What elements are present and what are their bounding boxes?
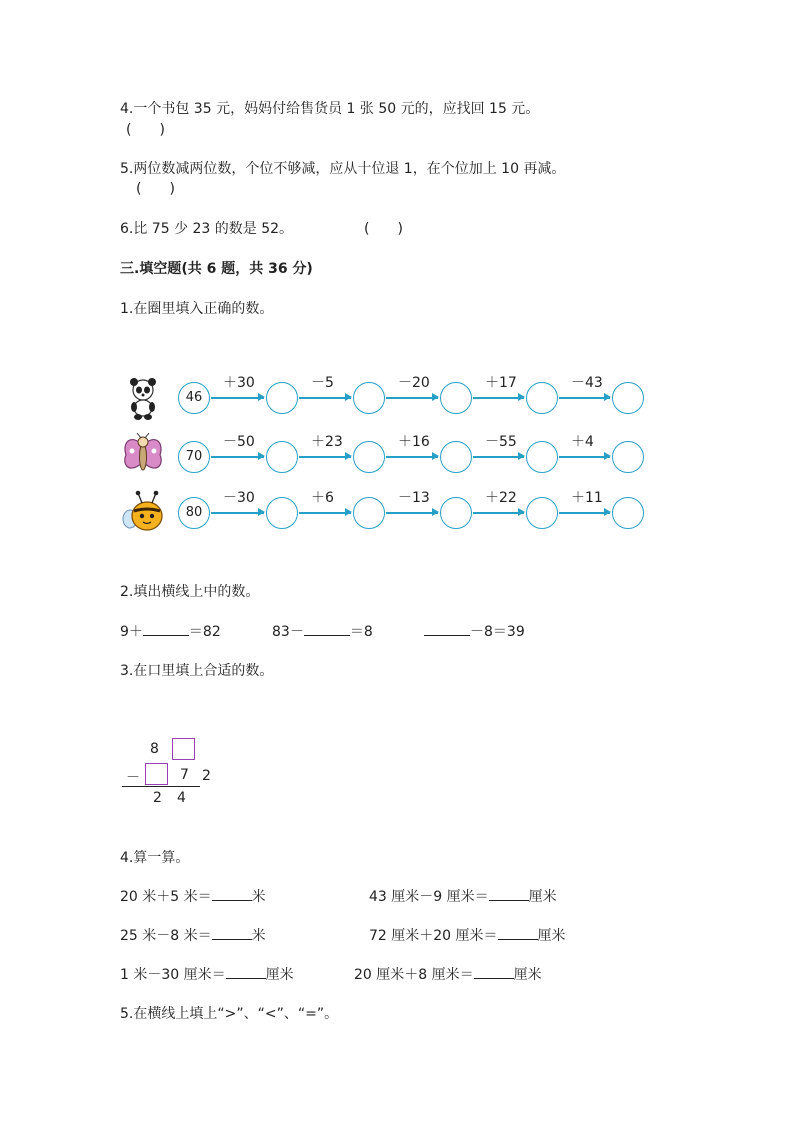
chain-operation: ＋6 bbox=[311, 490, 334, 506]
equation-2-right: ＝8 bbox=[349, 624, 373, 640]
side-digit: 2 bbox=[202, 768, 211, 784]
answer-paren-4[interactable]: ( ) bbox=[126, 122, 165, 138]
chain-operation: ＋30 bbox=[223, 375, 255, 391]
section-title: 三.填空题(共 6 题，共 36 分) bbox=[120, 261, 313, 277]
equation-3 bbox=[424, 621, 525, 641]
chain-arrow bbox=[211, 512, 264, 514]
calc-unit: 米 bbox=[251, 889, 266, 905]
chain-operation: －30 bbox=[223, 490, 255, 506]
chain-start-number: 46 bbox=[178, 382, 210, 414]
chain-arrow bbox=[559, 512, 610, 514]
calc-row-2-b bbox=[369, 925, 566, 945]
answer-circle[interactable] bbox=[266, 382, 298, 414]
bee-icon bbox=[120, 489, 166, 535]
chain-operation: ＋4 bbox=[571, 434, 594, 450]
calc-blank[interactable] bbox=[212, 886, 252, 901]
answer-paren-6[interactable]: ( ) bbox=[364, 221, 403, 237]
chain-arrow bbox=[473, 397, 524, 399]
chain-arrow bbox=[386, 397, 438, 399]
calc-expression: 1 米－30 厘米＝ bbox=[120, 967, 226, 983]
panda-icon bbox=[120, 374, 166, 420]
fill-2-title: 2.填出横线上中的数。 bbox=[120, 584, 260, 600]
equation-2-left: 83－ bbox=[272, 624, 304, 640]
blank-2[interactable] bbox=[304, 621, 350, 636]
chain-start-number: 80 bbox=[178, 497, 210, 529]
chain-arrow bbox=[211, 397, 264, 399]
calc-blank[interactable] bbox=[498, 925, 538, 940]
chain-row bbox=[120, 375, 650, 418]
answer-circle[interactable] bbox=[353, 382, 385, 414]
answer-circle[interactable] bbox=[612, 497, 644, 529]
answer-circle[interactable] bbox=[440, 382, 472, 414]
answer-paren-5[interactable]: ( ) bbox=[136, 181, 175, 197]
chain-arrow bbox=[299, 397, 351, 399]
question-6: 6.比 75 少 23 的数是 52。 bbox=[120, 221, 294, 237]
answer-circle[interactable] bbox=[526, 382, 558, 414]
fill-5-title: 5.在横线上填上“>”、“<”、“=”。 bbox=[120, 1006, 339, 1022]
equation-3-right: －8＝39 bbox=[470, 624, 525, 640]
chain-arrow bbox=[299, 456, 351, 458]
answer-circle[interactable] bbox=[526, 497, 558, 529]
calc-row-2-a bbox=[120, 925, 266, 945]
chain-operation: ＋11 bbox=[571, 490, 603, 506]
chain-row bbox=[120, 490, 650, 533]
calc-row-1-b bbox=[369, 886, 557, 906]
chain-arrow bbox=[211, 456, 264, 458]
chain-arrow bbox=[559, 456, 610, 458]
chain-arrow bbox=[473, 456, 524, 458]
answer-circle[interactable] bbox=[440, 497, 472, 529]
answer-circle[interactable] bbox=[612, 441, 644, 473]
chain-operation: －20 bbox=[398, 375, 430, 391]
calc-row-3-b bbox=[354, 964, 542, 984]
top-digit: 8 bbox=[150, 741, 159, 757]
chain-operation: －55 bbox=[485, 434, 517, 450]
chain-row bbox=[120, 434, 650, 477]
calc-unit: 厘米 bbox=[513, 967, 542, 983]
calc-expression: 43 厘米－9 厘米＝ bbox=[369, 889, 489, 905]
calc-expression: 25 米－8 米＝ bbox=[120, 928, 212, 944]
answer-circle[interactable] bbox=[266, 497, 298, 529]
blank-3[interactable] bbox=[424, 621, 470, 636]
answer-circle[interactable] bbox=[612, 382, 644, 414]
chain-arrow bbox=[473, 512, 524, 514]
calc-blank[interactable] bbox=[489, 886, 529, 901]
answer-box-middle[interactable] bbox=[145, 763, 168, 785]
result-ones: 4 bbox=[177, 790, 186, 806]
chain-operation: ＋16 bbox=[398, 434, 430, 450]
question-4: 4.一个书包 35 元，妈妈付给售货员 1 张 50 元的，应找回 15 元。 bbox=[120, 101, 540, 117]
chain-arrow bbox=[559, 397, 610, 399]
calc-unit: 厘米 bbox=[265, 967, 294, 983]
chain-operation: －43 bbox=[571, 375, 603, 391]
fill-4-title: 4.算一算。 bbox=[120, 850, 190, 866]
butterfly-icon bbox=[120, 433, 166, 479]
fill-3-title: 3.在口里填上合适的数。 bbox=[120, 663, 274, 679]
fill-1-title: 1.在圈里填入正确的数。 bbox=[120, 301, 274, 317]
blank-1[interactable] bbox=[143, 621, 189, 636]
answer-circle[interactable] bbox=[440, 441, 472, 473]
answer-circle[interactable] bbox=[353, 497, 385, 529]
chain-operation: ＋17 bbox=[485, 375, 517, 391]
chain-operation: ＋23 bbox=[311, 434, 343, 450]
calc-row-1-a bbox=[120, 886, 266, 906]
calc-expression: 72 厘米＋20 厘米＝ bbox=[369, 928, 498, 944]
chain-operation: －13 bbox=[398, 490, 430, 506]
equation-1-right: ＝82 bbox=[188, 624, 221, 640]
question-5: 5.两位数减两位数，个位不够减，应从十位退 1，在个位加上 10 再减。 bbox=[120, 161, 566, 177]
equation-2 bbox=[272, 621, 373, 641]
calc-expression: 20 米＋5 米＝ bbox=[120, 889, 212, 905]
result-tens: 2 bbox=[153, 790, 162, 806]
equation-1 bbox=[120, 621, 221, 641]
calc-expression: 20 厘米＋8 厘米＝ bbox=[354, 967, 474, 983]
chain-operation: ＋22 bbox=[485, 490, 517, 506]
middle-digit: 7 bbox=[180, 767, 189, 783]
minus-sign: － bbox=[126, 770, 140, 786]
calc-unit: 米 bbox=[251, 928, 266, 944]
subtraction-line bbox=[122, 786, 200, 787]
chain-operation: －50 bbox=[223, 434, 255, 450]
calc-blank[interactable] bbox=[474, 964, 514, 979]
calc-blank[interactable] bbox=[212, 925, 252, 940]
calc-row-3-a bbox=[120, 964, 294, 984]
answer-box-top[interactable] bbox=[172, 738, 195, 760]
chain-arrow bbox=[299, 512, 351, 514]
calc-unit: 厘米 bbox=[528, 889, 557, 905]
calc-unit: 厘米 bbox=[537, 928, 566, 944]
chain-operation: －5 bbox=[311, 375, 334, 391]
answer-circle[interactable] bbox=[266, 441, 298, 473]
chain-start-number: 70 bbox=[178, 441, 210, 473]
equation-1-left: 9＋ bbox=[120, 624, 143, 640]
answer-circle[interactable] bbox=[526, 441, 558, 473]
calc-blank[interactable] bbox=[226, 964, 266, 979]
answer-circle[interactable] bbox=[353, 441, 385, 473]
chain-arrow bbox=[386, 512, 438, 514]
chain-arrow bbox=[386, 456, 438, 458]
